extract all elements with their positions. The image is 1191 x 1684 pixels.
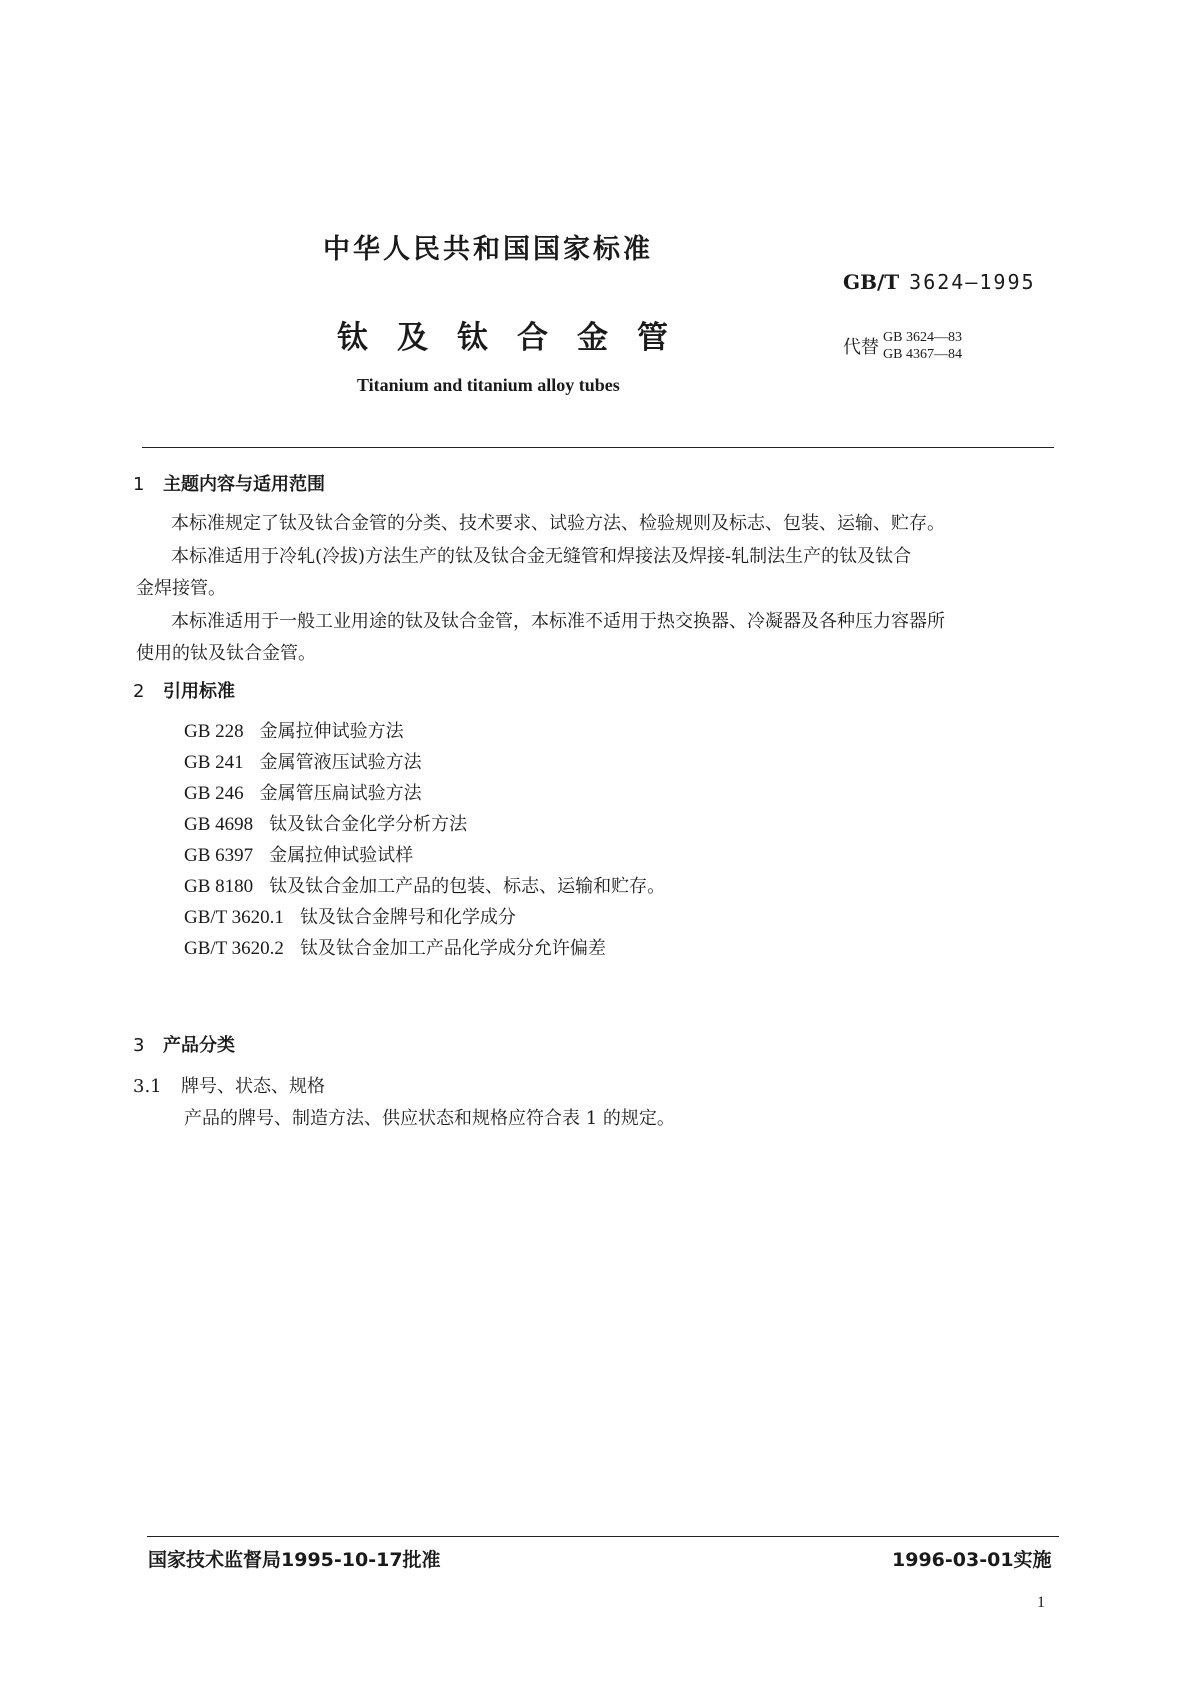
section-title: 产品分类	[163, 1035, 235, 1056]
section-2-heading	[133, 677, 235, 703]
reference-item	[184, 717, 404, 743]
reference-title: 钛及钛合金牌号和化学成分	[299, 907, 516, 928]
reference-code: GB 228	[184, 721, 244, 742]
reference-item	[184, 779, 422, 805]
paragraph-line: 本标准适用于冷轧(冷拔)方法生产的钛及钛合金无缝管和焊接法及焊接-轧制法生产的钛及钛合	[171, 546, 912, 567]
paragraph: 产品的牌号、制造方法、供应状态和规格应符合表 1 的规定。	[184, 1108, 675, 1129]
header-divider	[142, 447, 1054, 448]
replaces-codes	[883, 329, 962, 363]
paragraph-line: 本标准适用于一般工业用途的钛及钛合金管，本标准不适用于热交换器、冷凝器及各种压力容器所	[171, 611, 945, 632]
subsection-number: 3.1	[133, 1076, 162, 1097]
reference-item	[184, 810, 467, 836]
footer-divider	[147, 1536, 1059, 1537]
paragraph-line: 使用的钛及钛合金管。	[136, 643, 316, 664]
reference-title: 金属拉伸试验试样	[269, 845, 414, 866]
replaced-standard: GB 4367—84	[883, 347, 962, 362]
reference-code: GB/T 3620.2	[184, 938, 284, 959]
section-1-heading	[133, 470, 325, 496]
standard-prefix: GB/T	[843, 270, 900, 294]
reference-title: 钛及钛合金加工产品的包装、标志、运输和贮存。	[269, 876, 666, 897]
section-number: 2	[133, 681, 145, 702]
replaces-label: 代替	[843, 337, 879, 358]
reference-title: 金属拉伸试验方法	[259, 721, 404, 742]
reference-item	[184, 841, 413, 867]
paragraph-line: 金焊接管。	[136, 578, 226, 599]
reference-item	[184, 748, 422, 774]
page-number: 1	[1037, 1594, 1045, 1611]
reference-code: GB/T 3620.1	[184, 907, 284, 928]
document-title: 钛及钛合金管	[337, 320, 697, 356]
english-title: Titanium and titanium alloy tubes	[357, 375, 620, 395]
org-title: 中华人民共和国国家标准	[323, 234, 653, 265]
section-3-heading	[133, 1031, 235, 1057]
reference-item	[184, 903, 516, 929]
effective-date: 1996-03-01实施	[892, 1549, 1052, 1571]
section-title: 主题内容与适用范围	[163, 474, 325, 495]
reference-item	[184, 934, 606, 960]
reference-title: 钛及钛合金加工产品化学成分允许偏差	[299, 938, 606, 959]
standard-number: 3624—1995	[909, 270, 1036, 294]
standard-code	[843, 270, 1036, 294]
paragraph: 本标准规定了钛及钛合金管的分类、技术要求、试验方法、检验规则及标志、包装、运输、贮存。	[171, 513, 945, 534]
replaced-standard: GB 3624—83	[883, 330, 962, 345]
reference-code: GB 246	[184, 783, 244, 804]
reference-code: GB 4698	[184, 814, 254, 835]
reference-code: GB 8180	[184, 876, 254, 897]
section-number: 3	[133, 1035, 145, 1056]
replaces-block	[843, 329, 962, 363]
reference-code: GB 241	[184, 752, 244, 773]
subsection-title: 牌号、状态、规格	[181, 1076, 325, 1097]
reference-item	[184, 872, 665, 898]
reference-title: 金属管压扁试验方法	[259, 783, 422, 804]
section-title: 引用标准	[163, 681, 235, 702]
reference-title: 金属管液压试验方法	[259, 752, 422, 773]
subsection-3-1-heading	[133, 1072, 325, 1098]
section-number: 1	[133, 474, 145, 495]
reference-code: GB 6397	[184, 845, 254, 866]
reference-title: 钛及钛合金化学分析方法	[269, 814, 468, 835]
approval-date: 国家技术监督局1995-10-17批准	[148, 1549, 441, 1571]
